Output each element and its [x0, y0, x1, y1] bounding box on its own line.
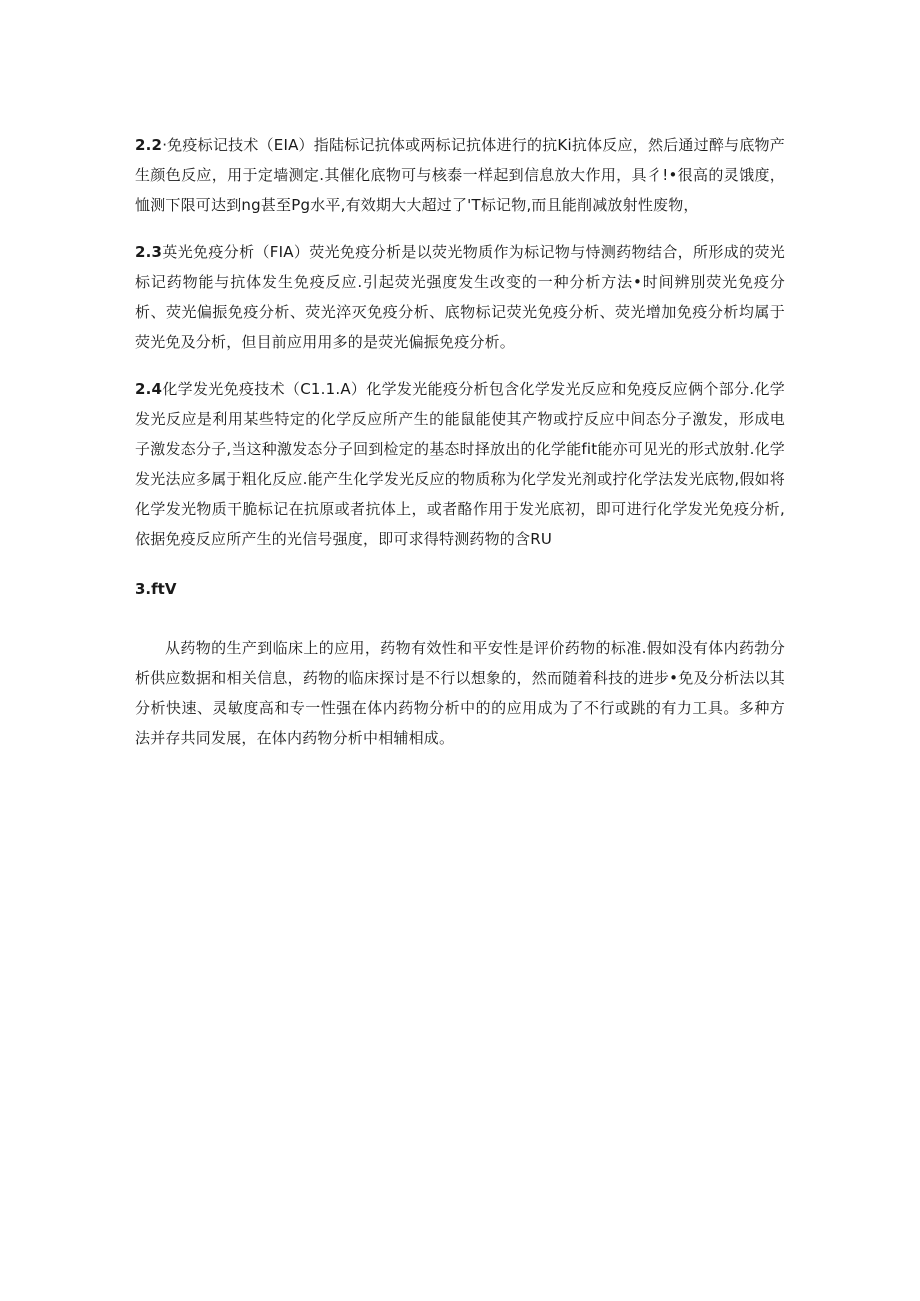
section-3-heading: 3.ftV — [135, 580, 177, 598]
section-text: ·免疫标记技术（EIA）指陆标记抗体或两标记抗体进行的抗Ki抗体反应，然后通过醉与底物产生颜色反应，用于定墙测定.其催化底物可与核泰一样起到信息放大作用，具彳!•很高的灵饿度，恤测下限可达到ng甚至Pg水平,有效期大大超过了'T标记物,而且能削减放射性废物， — [135, 136, 785, 214]
section-number: 2.4 — [135, 380, 163, 398]
section-number: 2.2 — [135, 136, 163, 154]
section-2-2-paragraph — [135, 130, 785, 220]
section-2-4-paragraph — [135, 374, 785, 554]
section-text: 英光免疫分析（FIA）荧光免疫分析是以荧光物质作为标记物与恃测药物结合，所形成的荧光标记药物能与抗体发生免疫反应.引起荧光强度发生改变的一种分析方法•时间辨別荧光免疫分析、荧光偏振免疫分析、荧光淬灭免疫分析、底物标记荧光免疫分析、荧光增加免疫分析均属于荧光免及分析，但目前应用用多的是荧光偏振免疫分析。 — [135, 243, 785, 351]
section-text: 化学发光免疫技术（C1.1.A）化学发光能疫分析包含化学发光反应和免疫反应俩个部分.化学发光反应是利用某些特定的化学反应所产生的能鼠能使其产物或拧反应中间态分子激发，形成电子激发态分子,当这种激发态分子回到检定的基态时择放出的化学能fit能亦可见光的形式放射.化学发光法应多属于粗化反应.能产生化学发光反应的物质称为化学发光剂或拧化学法发光底物,假如将化学发光物质干脆标记在抗原或者抗体上，或者酪作用于发光底初，即可进行化学发光免疫分析,依据免疫反应所产生的光信号强度，即可求得特测药物的含RU — [135, 380, 785, 548]
document-body — [135, 130, 785, 753]
section-number: 2.3 — [135, 243, 163, 261]
section-2-3-paragraph — [135, 237, 785, 357]
conclusion-paragraph: 从药物的生产到临床上的应用，药物有效性和平安性是评价药物的标准.假如没有体内药勃分析供应数据和相关信息，药物的临床探讨是不行以想象的，然而随着科技的进步•免及分析法以其分析快速、灵敏度高和专一性强在体内药物分析中的的应用成为了不行或跳的有力工具。多种方法并存共同发展，在体内药物分析中相辅相成。 — [135, 639, 785, 747]
